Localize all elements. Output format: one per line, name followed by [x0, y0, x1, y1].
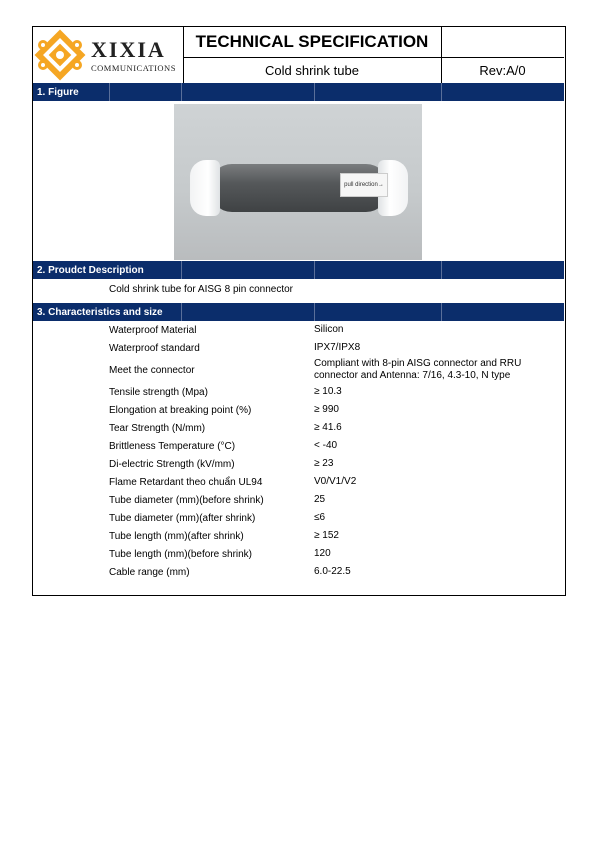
spec-row — [33, 437, 564, 455]
company-name: XIXIA — [91, 37, 166, 62]
spec-value: Silicon — [314, 324, 344, 335]
spec-key: Brittleness Temperature (°C) — [109, 440, 236, 452]
company-sub: COMMUNICATIONS — [91, 63, 176, 73]
spec-value: ≤6 — [314, 512, 326, 523]
section-description-title: 2. Proudct Description — [37, 264, 144, 276]
product-name: Cold shrink tube — [183, 57, 442, 83]
spec-value: IPX7/IPX8 — [314, 342, 361, 353]
spec-key: Cable range (mm) — [109, 566, 190, 578]
spec-value: ≥ 23 — [314, 458, 334, 469]
product-photo — [174, 104, 422, 260]
revision: Rev:A/0 — [479, 62, 526, 78]
spec-key: Tube diameter (mm)(after shrink) — [109, 512, 256, 524]
spec-value: V0/V1/V2 — [314, 476, 357, 487]
section-characteristics-bar — [33, 303, 564, 321]
section-characteristics-title: 3. Characteristics and size — [37, 306, 163, 318]
spec-value: < -40 — [314, 440, 338, 451]
spec-row — [33, 321, 564, 339]
spec-row — [33, 357, 564, 383]
pull-direction-label: pull direction→ — [340, 173, 388, 197]
spec-sheet — [32, 26, 566, 596]
spec-row — [33, 339, 564, 357]
spec-value: ≥ 10.3 — [314, 386, 342, 397]
logo — [33, 27, 184, 83]
spec-key: Flame Retardant theo chuẩn UL94 — [109, 476, 263, 488]
figure-area — [33, 101, 564, 261]
spec-key: Meet the connector — [109, 364, 195, 376]
spec-table — [33, 321, 564, 581]
spec-value: 120 — [314, 548, 331, 559]
spec-key: Di-electric Strength (kV/mm) — [109, 458, 235, 470]
spec-row — [33, 455, 564, 473]
spec-key: Elongation at breaking point (%) — [109, 404, 252, 416]
section-figure-bar — [33, 83, 564, 101]
company-logo-icon — [33, 27, 183, 83]
spec-row — [33, 419, 564, 437]
header-blank-cell — [441, 27, 564, 58]
page-title: TECHNICAL SPECIFICATION — [183, 27, 442, 58]
spec-value: 25 — [314, 494, 326, 505]
spec-row — [33, 527, 564, 545]
spec-row — [33, 401, 564, 419]
spec-key: Waterproof standard — [109, 342, 200, 354]
spec-value: ≥ 990 — [314, 404, 339, 415]
spec-key: Waterproof Material — [109, 324, 197, 336]
spec-value: ≥ 41.6 — [314, 422, 342, 433]
section-figure-title: 1. Figure — [37, 86, 79, 98]
description-text: Cold shrink tube for AISG 8 pin connector — [109, 283, 293, 295]
spec-key: Tube diameter (mm)(before shrink) — [109, 494, 264, 506]
spec-row — [33, 563, 564, 581]
cold-shrink-tube-image — [190, 160, 408, 216]
section-description-bar — [33, 261, 564, 279]
spec-value: 6.0-22.5 — [314, 566, 351, 577]
spec-row — [33, 473, 564, 491]
spec-row — [33, 509, 564, 527]
spec-key: Tear Strength (N/mm) — [109, 422, 206, 434]
spec-value: ≥ 152 — [314, 530, 339, 541]
product-description — [33, 279, 564, 299]
spec-key: Tube length (mm)(after shrink) — [109, 530, 244, 542]
spec-row — [33, 383, 564, 401]
spec-row — [33, 545, 564, 563]
spec-row — [33, 491, 564, 509]
spec-value: Compliant with 8-pin AISG connector and RRU connector and Antenna: 7/16, 4.3-10, N type — [314, 358, 522, 381]
spec-key: Tensile strength (Mpa) — [109, 386, 208, 398]
header — [33, 27, 564, 84]
spec-key: Tube length (mm)(before shrink) — [109, 548, 253, 560]
